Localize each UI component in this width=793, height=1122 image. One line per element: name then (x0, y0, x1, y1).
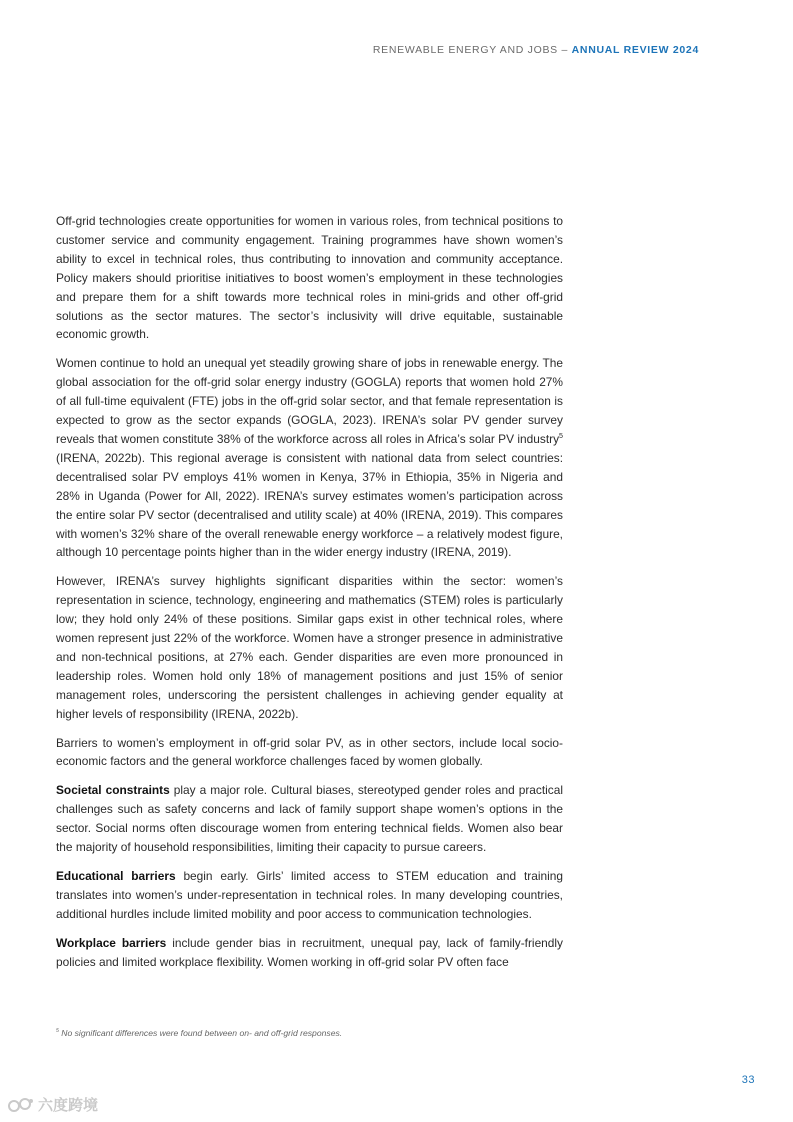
paragraph-3-text: However, IRENA’s survey highlights significant disparities within the sector: women’s representation in science, technology, engineering and mathematics (STEM) roles is particularly low; they hold only 24% of these positions. Similar gaps exist in other technical roles, where women represent just 22% of the workforce. Women have a stronger presence in administrative and non-technical positions, at 27% each. Gender disparities are even more pronounced in leadership roles. Women hold only 18% of management positions and just 15% of senior management roles, underscoring the persistent challenges in achieving gender equality at higher levels of responsibility (IRENA, 2022b). (56, 574, 563, 721)
page-number: 33 (741, 1074, 755, 1086)
header-separator: – (557, 44, 572, 56)
paragraph-1-text: Off-grid technologies create opportunities for women in various roles, from technical positions to customer service and community engagement. Training programmes have shown women’s ability to excel in technical roles, thus contributing to innovation and community acceptance. Policy makers should prioritise initiatives to boost women’s employment in these technologies and prepare them for a shift towards more technical roles in mini-grids and other off-grid solutions as the sector matures. The sector’s inclusivity will drive equitable, sustainable economic growth. (56, 214, 563, 342)
running-header (373, 44, 699, 56)
watermark (8, 1094, 98, 1115)
paragraph-1 (56, 212, 563, 344)
footnote-reference: 5 (559, 432, 563, 440)
paragraph-6-heading: Educational barriers (56, 869, 176, 883)
paragraph-2 (56, 354, 563, 562)
header-publication: ANNUAL REVIEW 2024 (571, 44, 699, 56)
paragraph-2-text-b: (IRENA, 2022b). This regional average is consistent with national data from select countries: decentralised solar PV employs 41% women in Kenya, 37% in Ethiopia, 35% in Nigeria and 28% in Uganda (Power for All, 2022). IRENA’s survey estimates women’s participation across the entire solar PV sector (decentralised and utility scale) at 40% (IRENA, 2019). This compares with women’s 32% share of the overall renewable energy workforce – a relatively modest figure, although 10 percentage points higher than in the wider energy industry (IRENA, 2019). (56, 450, 563, 560)
paragraph-5-heading: Societal constraints (56, 783, 170, 798)
paragraph-6 (56, 867, 563, 924)
paragraph-2-text-a: Women continue to hold an unequal yet steadily growing share of jobs in renewable energy. The global association for the off-grid solar energy industry (GOGLA) reports that women hold 27% of all full-time equivalent (FTE) jobs in the off-grid solar sector, and that female representation is expected to grow as the sector expands (GOGLA, 2023). IRENA’s solar PV gender survey reveals that women constitute 38% of the workforce across all roles in Africa’s solar PV industry (56, 356, 563, 446)
paragraph-3 (56, 572, 563, 723)
body-text (56, 212, 563, 982)
watermark-logo-icon (8, 1097, 34, 1113)
watermark-text: 六度跨境 (38, 1097, 99, 1114)
header-series: RENEWABLE ENERGY AND JOBS (372, 44, 558, 56)
paragraph-4 (56, 734, 563, 772)
footnote-number: 5 (56, 1028, 59, 1035)
paragraph-7-text: include gender bias in recruitment, unequal pay, lack of family-friendly policies and limited workplace flexibility. Women working in off-grid solar PV often face (56, 935, 563, 969)
paragraph-5-text: play a major role. Cultural biases, stereotyped gender roles and practical challenges such as safety concerns and lack of family support shape women’s options in the sector. Social norms often discourage women from entering technical fields. Women also bear the majority of household responsibilities, limiting their capacity to pursue careers. (56, 783, 563, 855)
paragraph-5 (56, 781, 563, 857)
footnote (56, 1028, 563, 1038)
paragraph-7-heading: Workplace barriers (56, 935, 167, 950)
paragraph-7 (56, 934, 563, 972)
paragraph-4-text: Barriers to women’s employment in off-grid solar PV, as in other sectors, include local socio-economic factors and the general workforce challenges faced by women globally. (56, 735, 563, 769)
footnote-text: No significant differences were found between on- and off-grid responses. (61, 1028, 343, 1038)
paragraph-6-text: begin early. Girls’ limited access to STEM education and training translates into women’s under-representation in technical roles. In many developing countries, additional hurdles include limited mobility and poor access to communication technologies. (56, 869, 563, 921)
